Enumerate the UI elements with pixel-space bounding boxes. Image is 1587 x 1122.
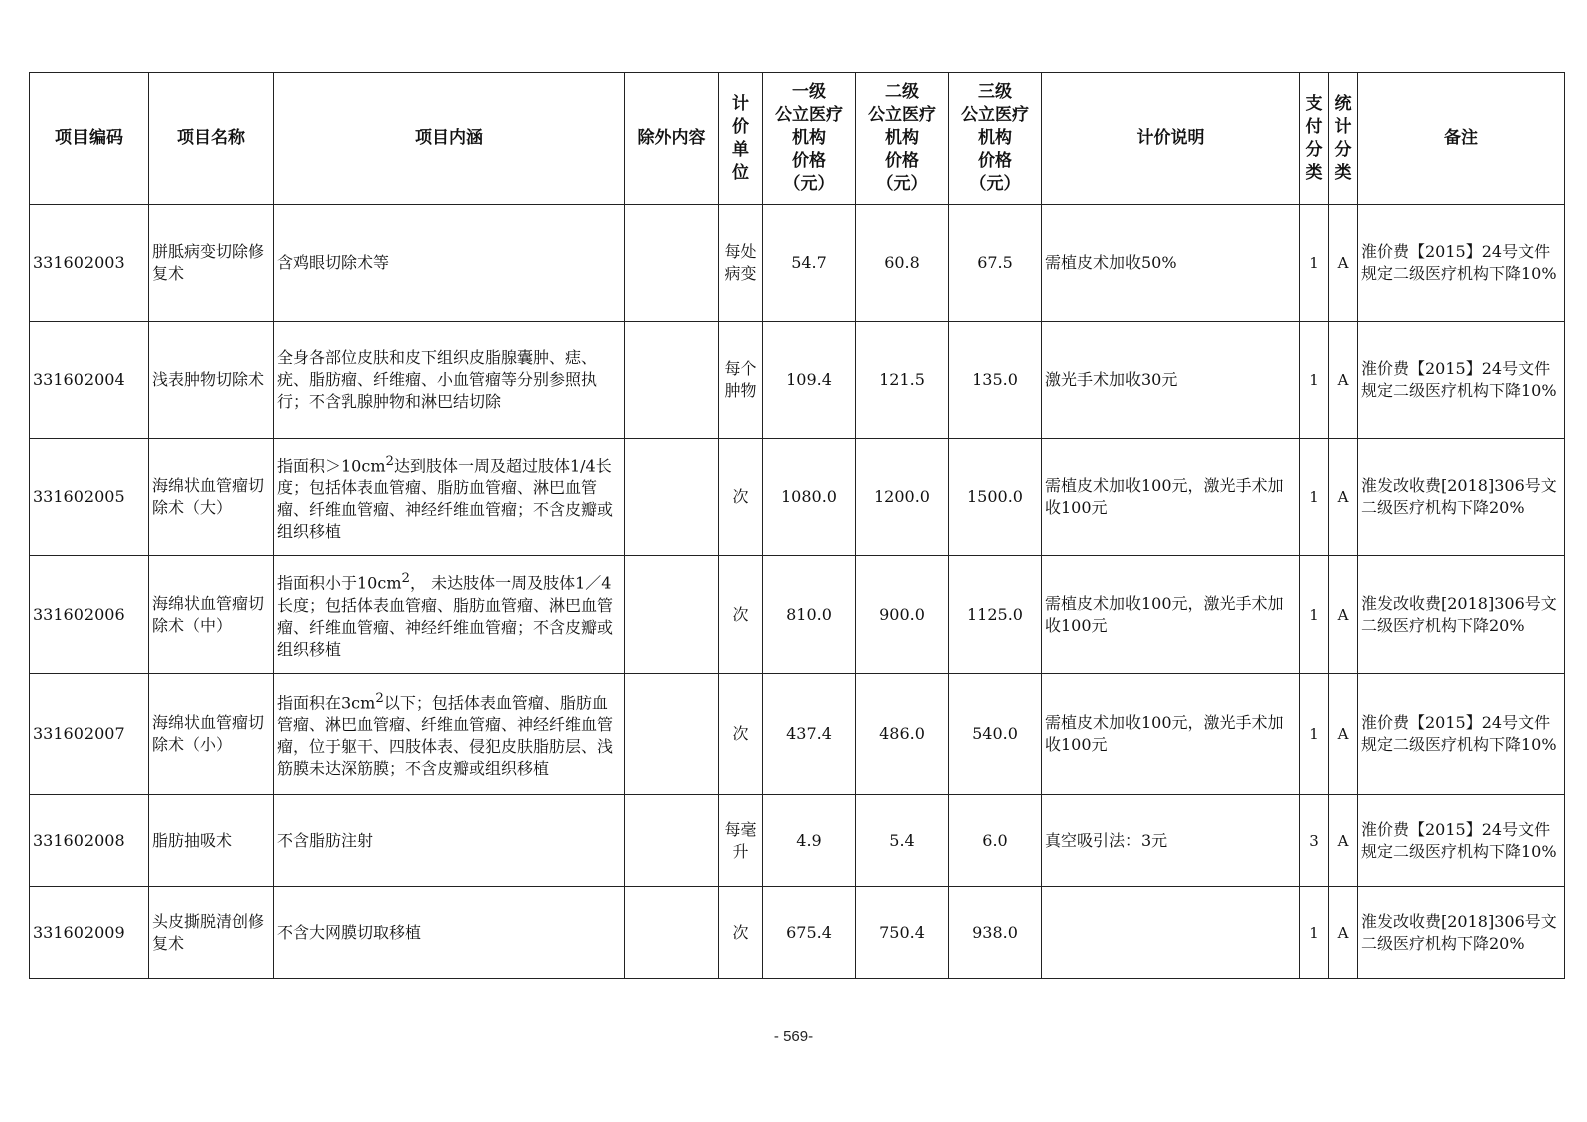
item-code: 331602005 (30, 439, 149, 556)
item-pay-category: 1 (1300, 674, 1329, 795)
header-content: 项目内涵 (274, 73, 625, 205)
item-level1-price: 4.9 (763, 795, 856, 887)
header-name: 项目名称 (149, 73, 274, 205)
item-name: 海绵状血管瘤切除术（小） (149, 674, 274, 795)
item-level1-price: 437.4 (763, 674, 856, 795)
item-remark: 淮价费【2015】24号文件规定二级医疗机构下降10% (1358, 795, 1565, 887)
item-remark: 淮发改收费[2018]306号文二级医疗机构下降20% (1358, 556, 1565, 674)
item-content: 指面积$>10cm^2$达到肢体一周及超过肢体1/4长度；包括体表血管瘤、脂肪血管瘤、淋巴血管瘤、纤维血管瘤、神经纤维血管瘤；不含皮瓣或组织移植 (274, 439, 625, 556)
item-name: 海绵状血管瘤切除术（中） (149, 556, 274, 674)
item-remark: 淮价费【2015】24号文件规定二级医疗机构下降10% (1358, 674, 1565, 795)
item-level1-price: 1080.0 (763, 439, 856, 556)
item-unit: 次 (719, 887, 763, 979)
item-stat-category: A (1329, 556, 1358, 674)
header-note: 计价说明 (1042, 73, 1300, 205)
header-row (30, 73, 1565, 205)
item-excluded (625, 556, 719, 674)
header-level1-price: 一级 公立医疗 机构 价格 （元） (763, 73, 856, 205)
item-code: 331602009 (30, 887, 149, 979)
item-level2-price: 60.8 (856, 205, 949, 322)
item-unit: 次 (719, 674, 763, 795)
item-name: 浅表肿物切除术 (149, 322, 274, 439)
item-pay-category: 1 (1300, 205, 1329, 322)
item-stat-category: A (1329, 322, 1358, 439)
item-level1-price: 54.7 (763, 205, 856, 322)
item-name: 胼胝病变切除修复术 (149, 205, 274, 322)
header-unit: 计 价 单 位 (719, 73, 763, 205)
header-remark: 备注 (1358, 73, 1565, 205)
item-code: 331602006 (30, 556, 149, 674)
item-code: 331602003 (30, 205, 149, 322)
item-content: 不含大网膜切取移植 (274, 887, 625, 979)
item-pay-category: 1 (1300, 556, 1329, 674)
page-number: - 569- (773, 1028, 814, 1045)
item-stat-category: A (1329, 205, 1358, 322)
item-level1-price: 675.4 (763, 887, 856, 979)
item-name: 海绵状血管瘤切除术（大） (149, 439, 274, 556)
header-stat-category: 统 计 分 类 (1329, 73, 1358, 205)
item-excluded (625, 205, 719, 322)
item-level3-price: 67.5 (949, 205, 1042, 322)
item-note: 需植皮术加收100元，激光手术加收100元 (1042, 439, 1300, 556)
item-name: 脂肪抽吸术 (149, 795, 274, 887)
item-excluded (625, 795, 719, 887)
item-remark: 淮价费【2015】24号文件规定二级医疗机构下降10% (1358, 322, 1565, 439)
item-stat-category: A (1329, 795, 1358, 887)
item-unit: 每个肿物 (719, 322, 763, 439)
item-unit: 每处病变 (719, 205, 763, 322)
item-level2-price: 486.0 (856, 674, 949, 795)
item-level3-price: 1125.0 (949, 556, 1042, 674)
item-code: 331602004 (30, 322, 149, 439)
item-unit: 每毫升 (719, 795, 763, 887)
item-note: 真空吸引法：3元 (1042, 795, 1300, 887)
item-level2-price: 750.4 (856, 887, 949, 979)
item-stat-category: A (1329, 674, 1358, 795)
item-stat-category: A (1329, 887, 1358, 979)
header-code: 项目编码 (30, 73, 149, 205)
item-level3-price: 540.0 (949, 674, 1042, 795)
item-level3-price: 135.0 (949, 322, 1042, 439)
item-remark: 淮发改收费[2018]306号文二级医疗机构下降20% (1358, 439, 1565, 556)
table-row (30, 887, 1565, 979)
item-level2-price: 900.0 (856, 556, 949, 674)
item-level2-price: 121.5 (856, 322, 949, 439)
item-content: 全身各部位皮肤和皮下组织皮脂腺囊肿、痣、疣、脂肪瘤、纤维瘤、小血管瘤等分别参照执行；不含乳腺肿物和淋巴结切除 (274, 322, 625, 439)
table-row (30, 674, 1565, 795)
item-level2-price: 1200.0 (856, 439, 949, 556)
item-excluded (625, 439, 719, 556)
item-level1-price: 109.4 (763, 322, 856, 439)
item-level3-price: 938.0 (949, 887, 1042, 979)
header-level3-price: 三级 公立医疗 机构 价格 （元） (949, 73, 1042, 205)
item-level3-price: 6.0 (949, 795, 1042, 887)
item-level1-price: 810.0 (763, 556, 856, 674)
item-unit: 次 (719, 439, 763, 556)
item-content: 指面积小于$10cm^2$， 未达肢体一周及肢体1／4长度；包括体表血管瘤、脂肪血管瘤、淋巴血管瘤、纤维血管瘤、神经纤维血管瘤；不含皮瓣或组织移植 (274, 556, 625, 674)
item-excluded (625, 887, 719, 979)
header-excluded: 除外内容 (625, 73, 719, 205)
header-level2-price: 二级 公立医疗 机构 价格 （元） (856, 73, 949, 205)
item-code: 331602007 (30, 674, 149, 795)
item-pay-category: 1 (1300, 887, 1329, 979)
item-remark: 淮价费【2015】24号文件规定二级医疗机构下降10% (1358, 205, 1565, 322)
table-row (30, 795, 1565, 887)
item-note: 需植皮术加收100元，激光手术加收100元 (1042, 674, 1300, 795)
item-pay-category: 1 (1300, 322, 1329, 439)
item-content: 含鸡眼切除术等 (274, 205, 625, 322)
item-name: 头皮撕脱清创修复术 (149, 887, 274, 979)
table-row (30, 205, 1565, 322)
item-note (1042, 887, 1300, 979)
item-excluded (625, 322, 719, 439)
item-pay-category: 1 (1300, 439, 1329, 556)
price-table (29, 72, 1565, 979)
item-remark: 淮发改收费[2018]306号文二级医疗机构下降20% (1358, 887, 1565, 979)
item-note: 需植皮术加收50% (1042, 205, 1300, 322)
item-content: 不含脂肪注射 (274, 795, 625, 887)
item-level2-price: 5.4 (856, 795, 949, 887)
item-note: 激光手术加收30元 (1042, 322, 1300, 439)
item-stat-category: A (1329, 439, 1358, 556)
item-unit: 次 (719, 556, 763, 674)
table-row (30, 556, 1565, 674)
item-pay-category: 3 (1300, 795, 1329, 887)
item-note: 需植皮术加收100元，激光手术加收100元 (1042, 556, 1300, 674)
item-code: 331602008 (30, 795, 149, 887)
item-level3-price: 1500.0 (949, 439, 1042, 556)
table-row (30, 439, 1565, 556)
item-content: 指面积在$3cm^2$以下；包括体表血管瘤、脂肪血管瘤、淋巴血管瘤、纤维血管瘤、神经纤维血管瘤，位于躯干、四肢体表、侵犯皮肤脂肪层、浅筋膜未达深筋膜；不含皮瓣或组织移植 (274, 674, 625, 795)
table-row (30, 322, 1565, 439)
item-excluded (625, 674, 719, 795)
header-pay-category: 支 付 分 类 (1300, 73, 1329, 205)
